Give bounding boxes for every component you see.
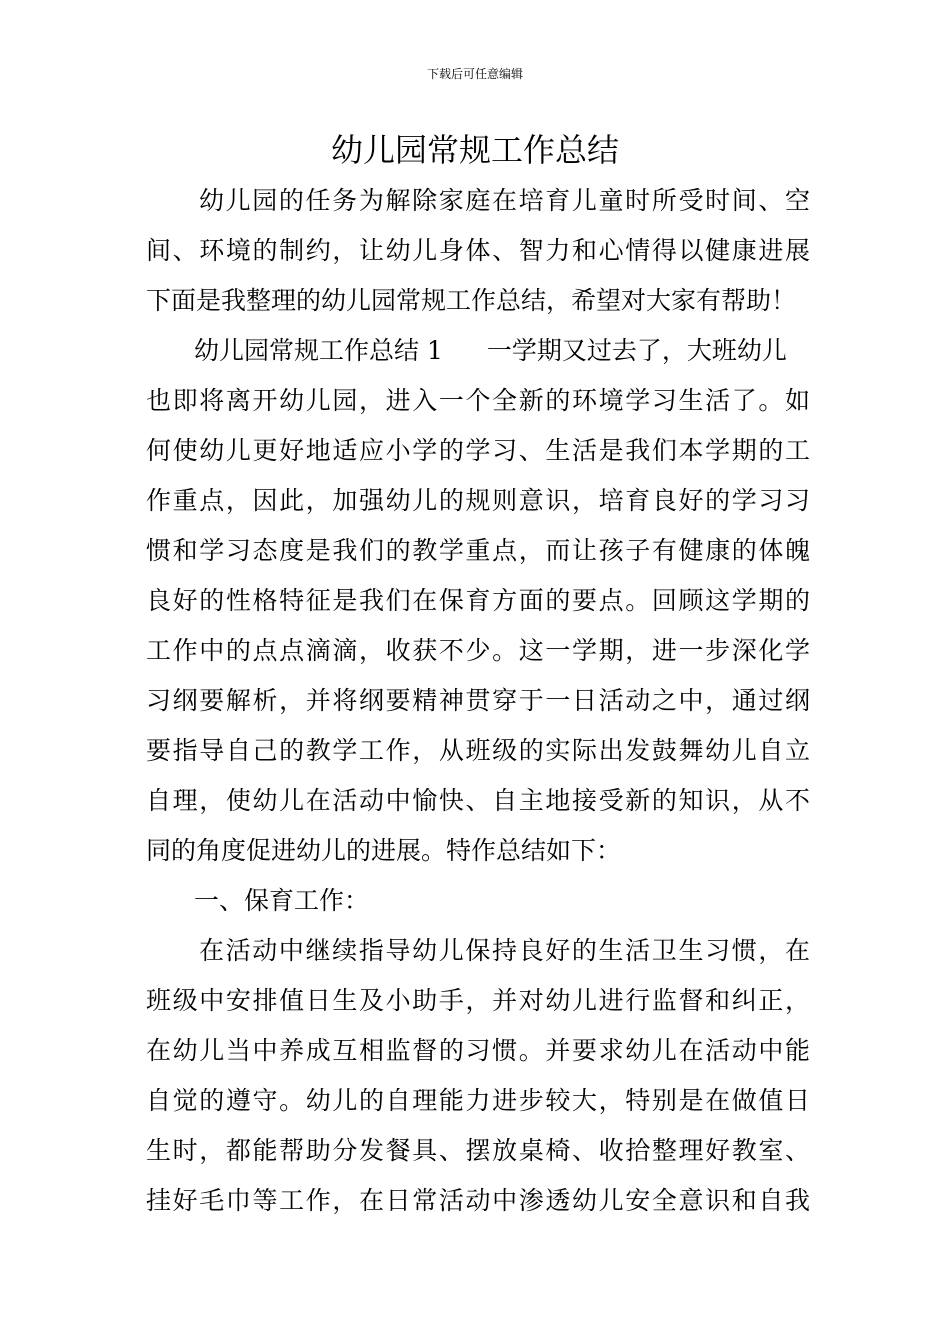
care-line-1: 在活动中继续指导幼儿保持良好的生活卫生习惯，在 <box>199 936 810 965</box>
header-note: 下载后可任意编辑 <box>426 67 523 81</box>
care-line-6: 挂好毛巾等工作，在日常活动中渗透幼儿安全意识和自我 <box>146 1186 810 1215</box>
summary-heading: 幼儿园常规工作总结 1 <box>194 336 443 365</box>
summary-line-2: 何使幼儿更好地适应小学的学习、生活是我们本学期的工 <box>146 436 810 465</box>
summary-line-6: 工作中的点点滴滴，收获不少。这一学期，进一步深化学 <box>146 636 810 665</box>
page-title: 幼儿园常规工作总结 <box>330 131 619 169</box>
care-line-2: 班级中安排值日生及小助手，并对幼儿进行监督和纠正， <box>146 986 810 1015</box>
summary-line-9: 自理，使幼儿在活动中愉快、自主地接受新的知识，从不 <box>146 786 810 815</box>
section-heading: 一、保育工作： <box>194 886 370 915</box>
intro-line-3: 下面是我整理的幼儿园常规工作总结，希望对大家有帮助！ <box>146 286 797 315</box>
summary-first-line-rest: 一学期又过去了，大班幼儿 <box>486 336 787 365</box>
document-body <box>146 176 810 1226</box>
intro-line-2: 间、环境的制约，让幼儿身体、智力和心情得以健康进展 <box>146 236 810 265</box>
summary-line-3: 作重点，因此，加强幼儿的规则意识，培育良好的学习习 <box>146 486 810 515</box>
intro-line-1: 幼儿园的任务为解除家庭在培育儿童时所受时间、空 <box>199 186 810 215</box>
summary-line-8: 要指导自己的教学工作，从班级的实际出发鼓舞幼儿自立 <box>146 736 810 765</box>
summary-line-1: 也即将离开幼儿园，进入一个全新的环境学习生活了。如 <box>146 386 810 415</box>
summary-line-7: 习纲要解析，并将纲要精神贯穿于一日活动之中，通过纲 <box>146 686 810 715</box>
summary-line-5: 良好的性格特征是我们在保育方面的要点。回顾这学期的 <box>146 586 810 615</box>
care-line-4: 自觉的遵守。幼儿的自理能力进步较大，特别是在做值日 <box>146 1086 810 1115</box>
care-line-5: 生时，都能帮助分发餐具、摆放桌椅、收拾整理好教室、 <box>146 1136 810 1165</box>
summary-line-4: 惯和学习态度是我们的教学重点，而让孩子有健康的体魄 <box>146 536 810 565</box>
care-line-3: 在幼儿当中养成互相监督的习惯。并要求幼儿在活动中能 <box>146 1036 810 1065</box>
summary-first-line <box>146 326 810 376</box>
summary-line-10: 同的角度促进幼儿的进展。特作总结如下： <box>146 836 622 865</box>
